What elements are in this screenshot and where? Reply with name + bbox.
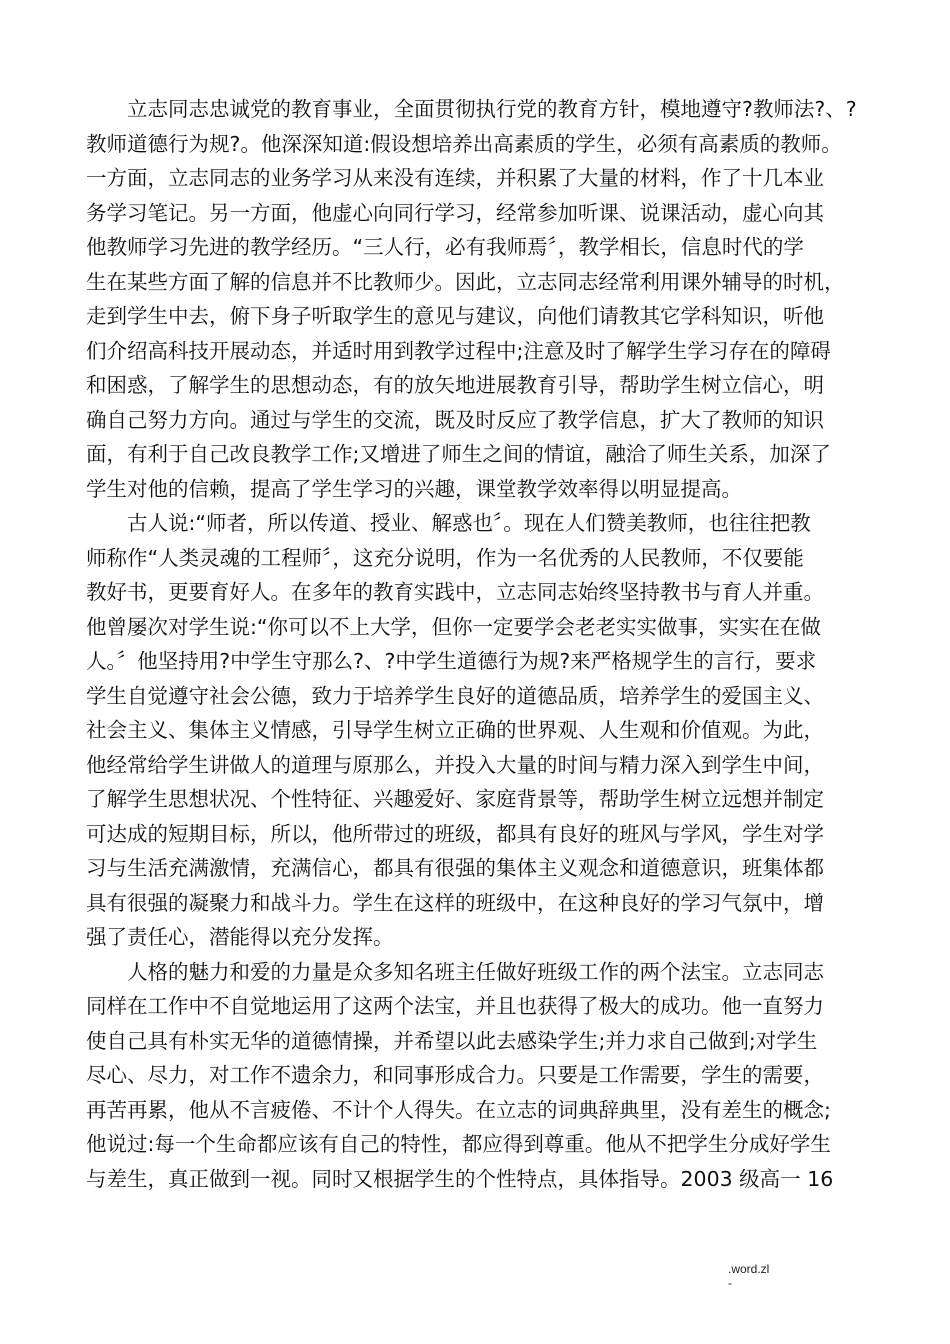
paragraph-1-line-10: 确自己努力方向。通过与学生的交流，既及时反应了教学信息，扩大了教师的知识: [86, 407, 824, 432]
paragraph-3-line-4: 尽心、尽力，对工作不遗余力，和同事形成合力。只要是工作需要，学生的需要，: [86, 1063, 824, 1087]
paragraph-2-line-6: 学生自觉遵守社会公德，致力于培养学生良好的道德品质，培养学生的爱国主义、: [86, 683, 824, 708]
paragraph-2-line-8: 他经常给学生讲做人的道理与原那么，并投入大量的时间与精力深入到学生中间，: [86, 752, 824, 777]
paragraph-1-line-3: 一方面，立志同志的业务学习从来没有连续，并积累了大量的材料，作了十几本业: [86, 166, 824, 190]
paragraph-2-line-2: 师称作“人类灵魂的工程师〞，这充分说明，作为一名优秀的人民教师，不仅要能: [86, 545, 804, 570]
paragraph-2-line-11: 习与生活充满激情，充满信心，都具有很强的集体主义观念和道德意识，班集体都: [86, 856, 824, 880]
paragraph-1-line-1: 立志同志忠诚党的教育事业，全面贯彻执行党的教育方针，模地遵守?教师法?、?: [86, 97, 857, 121]
paragraph-1-line-7: 走到学生中去，俯下身子听取学生的意见与建议，向他们请教其它学科知识，听他: [86, 304, 824, 328]
paragraph-2-line-12: 具有很强的凝聚力和战斗力。学生在这样的班级中，在这种良好的学习气氛中，增: [86, 890, 824, 915]
paragraph-3-line-5: 再苦再累，他从不言疲倦、不计个人得失。在立志的词典辞典里，没有差生的概念;: [86, 1097, 831, 1122]
paragraph-1-line-11: 面，有利于自己改良教学工作;又增进了师生之间的情谊，融洽了师生关系，加深了: [86, 442, 831, 466]
footer-site-label: .word.zl: [728, 1262, 770, 1276]
paragraph-2-line-4: 他曾屡次对学生说:“你可以不上大学，但你一定要学会老老实实做事，实实在在做: [86, 614, 822, 639]
paragraph-2-line-7: 社会主义、集体主义情感，引导学生树立正确的世界观、人生观和价值观。为此，: [86, 718, 824, 742]
footer-dash: -: [728, 1276, 732, 1290]
paragraph-3-line-2: 同样在工作中不自觉地运用了这两个法宝，并且也获得了极大的成功。他一直努力: [86, 994, 824, 1018]
paragraph-3-line-3: 使自己具有朴实无华的道德情操，并希望以此去感染学生;并力求自己做到;对学生: [86, 1028, 818, 1053]
paragraph-1-line-2: 教师道德行为规?。他深深知道:假设想培养出高素质的学生，必须有高素质的教师。: [86, 131, 842, 156]
paragraph-3-line-7: 与差生，真正做到一视。同时又根据学生的个性特点，具体指导。2003 级高一 16: [86, 1166, 834, 1191]
paragraph-1-line-8: 们介绍高科技开展动态，并适时用到教学过程中;注意及时了解学生学习存在的障碍: [86, 338, 831, 363]
paragraph-3-line-1: 人格的魅力和爱的力量是众多知名班主任做好班级工作的两个法宝。立志同志: [86, 959, 824, 984]
paragraph-1-line-9: 和困惑，了解学生的思想动态，有的放矢地进展教育引导，帮助学生树立信心，明: [86, 373, 824, 397]
paragraph-1-line-12: 学生对他的信赖，提高了学生学习的兴趣，课堂教学效率得以明显提高。: [86, 476, 742, 501]
paragraph-2-line-13: 强了责任心，潜能得以充分发挥。: [86, 925, 394, 949]
paragraph-1-line-6: 生在某些方面了解的信息并不比教师少。因此，立志同志经常利用课外辅导的时机，: [86, 269, 845, 294]
paragraph-2-line-10: 可达成的短期目标，所以，他所带过的班级，都具有良好的班风与学风，学生对学: [86, 821, 824, 846]
paragraph-1-line-5: 他教师学习先进的教学经历。“三人行，必有我师焉〞，教学相长，信息时代的学: [86, 235, 804, 259]
paragraph-3-line-6: 他说过:每一个生命都应该有自己的特性，都应得到尊重。他从不把学生分成好学生: [86, 1132, 831, 1156]
paragraph-2-line-3: 教好书，更要育好人。在多年的教育实践中，立志同志始终坚持教书与育人并重。: [86, 580, 824, 604]
paragraph-1-line-4: 务学习笔记。另一方面，他虚心向同行学习，经常参加听课、说课活动，虚心向其: [86, 200, 824, 225]
paragraph-2-line-9: 了解学生思想状况、个性特征、兴趣爱好、家庭背景等，帮助学生树立远想并制定: [86, 787, 824, 811]
paragraph-2-line-5: 人。〞他坚持用?中学生守那么?、?中学生道德行为规?来严格规学生的言行，要求: [86, 649, 817, 673]
paragraph-2-line-1: 古人说:“师者，所以传道、授业、解惑也〞。现在人们赞美教师，也往往把教: [86, 511, 811, 535]
